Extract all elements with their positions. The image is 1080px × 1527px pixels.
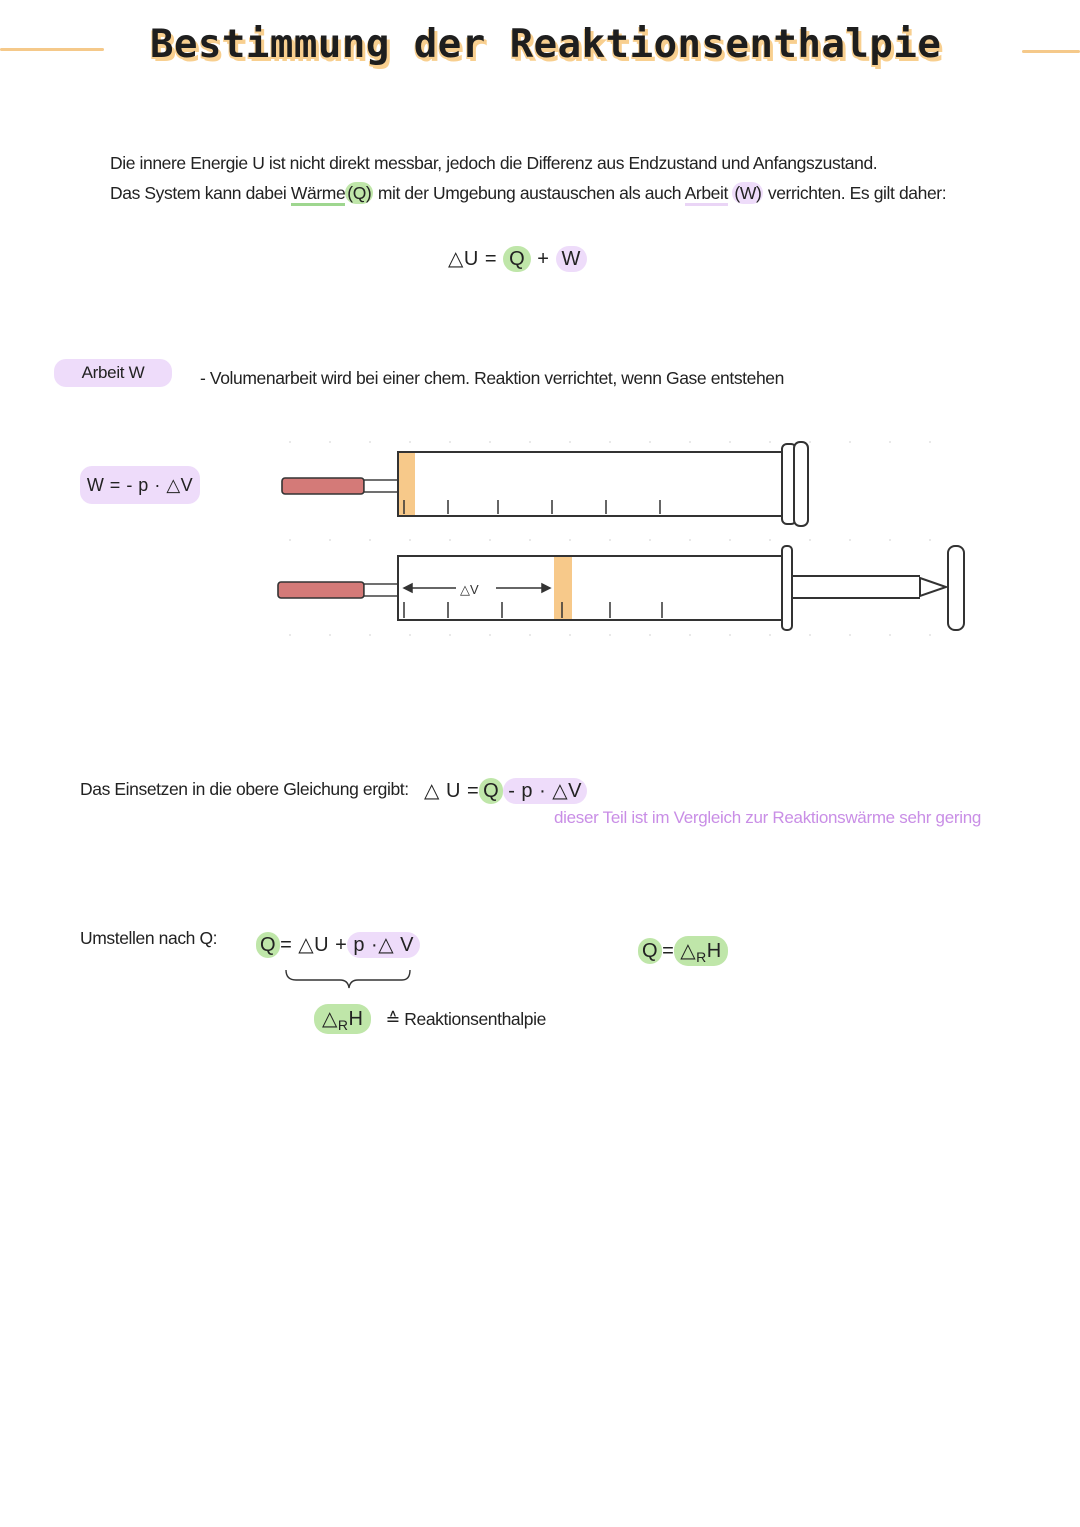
result-q: Q [638,938,662,964]
w-symbol: (W) [734,183,762,203]
einsetzen-text: Das Einsetzen in die obere Gleichung ergibt: [80,779,409,799]
syringe-end [278,546,964,630]
drh-delta: △ [322,1008,338,1030]
einsetzen-note: dieser Teil ist im Vergleich zur Reaktionswärme sehr gering [554,808,982,827]
delta-v-label: △V [460,582,479,597]
work-formula: W = - p · △V [86,475,194,495]
work-formula-box [80,466,200,504]
arbeit-term: Arbeit [685,183,728,206]
einsetzen-pv: - p · △V [503,778,587,804]
graduation-marks [404,602,662,618]
result-drh [674,936,727,966]
result-eq: = [662,940,675,962]
equation-einsetzen [424,778,587,803]
eq1-lhs: △U = [448,248,498,270]
intro-paragraph [110,148,946,208]
push-rod [792,546,964,630]
umstellen-pv: p ·△ V [347,932,420,958]
page-title: Bestimmung der Reaktionsenthalpie [150,22,942,67]
waerme-term: Wärme [291,183,345,206]
result-drh-sub: R [696,949,707,965]
barrel [398,452,782,516]
connector [364,584,398,596]
drh-h: H [348,1008,364,1030]
q-symbol: (Q) [347,183,372,203]
umstellen-mid: = △U + [280,934,348,956]
arbeit-bullet: - Volumenarbeit wird bei einer chem. Reaktion verrichtet, wenn Gase entstehen [200,368,784,388]
arbeit-label: Arbeit W [54,359,172,387]
umstellen-text: Umstellen nach Q: [80,928,218,948]
intro-text: verrichten. Es gilt daher: [763,183,947,203]
graduation-marks [404,500,660,514]
intro-line-2 [110,178,946,208]
gas-plunger-end [554,557,572,619]
intro-text: Das System kann dabei [110,183,291,203]
eq1-w: W [556,246,587,272]
barrel-end [782,442,808,526]
intro-line-1: Die innere Energie U ist nicht direkt messbar, jedoch die Differenz aus Endzustand und Anfangszustand. [110,153,878,173]
reaction-tube [278,582,364,598]
eq1-q: Q [503,246,531,272]
equiv-text: ≙ Reaktionsenthalpie [385,1009,546,1029]
connector [364,480,398,492]
equation-delta-u [448,246,587,271]
result-equation [638,938,728,965]
underbrace [284,968,414,990]
header-rule-right [1022,50,1080,53]
reaction-tube [282,478,364,494]
intro-text: mit der Umgebung austauschen als auch [373,183,685,203]
equation-umstellen [256,932,420,957]
syringe-diagram [270,430,990,640]
barrel [398,556,786,620]
drh-symbol [314,1004,371,1034]
einsetzen-q: Q [479,778,503,804]
header-rule-left [0,48,104,51]
drh-sub: R [337,1017,349,1033]
gas-plunger-start [399,453,415,515]
result-drh-delta: △ [680,940,697,962]
result-drh-h: H [706,940,722,962]
plunger-ring [782,546,792,630]
einsetzen-lhs: △ U = [424,780,480,802]
eq1-plus: + [537,248,550,270]
umstellen-q: Q [256,932,280,958]
syringe-start [282,442,808,526]
reaktionsenthalpie-def [314,1006,546,1033]
